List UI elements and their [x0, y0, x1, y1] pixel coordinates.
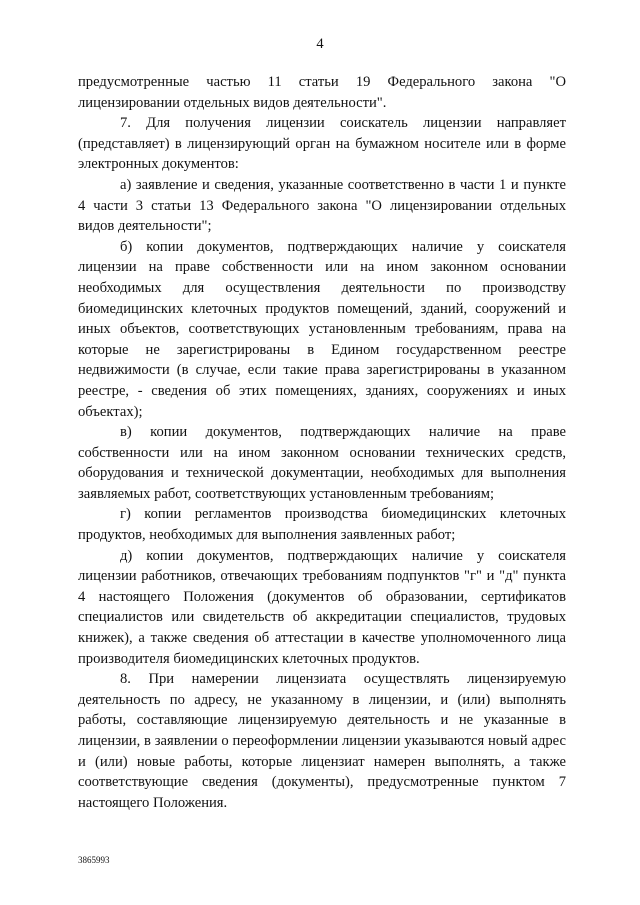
- document-code: 3865993: [78, 855, 110, 865]
- paragraph-continuation: предусмотренные частью 11 статьи 19 Федерального закона "О лицензировании отдельных видов деятельности".: [78, 74, 566, 111]
- page-number: 4: [316, 36, 324, 52]
- paragraph-item-7: 7. Для получения лицензии соискатель лицензии направляет (представляет) в лицензирующий орган на бумажном носителе или в форме электронных документов:: [78, 115, 566, 173]
- paragraph-item-8: 8. При намерении лицензиата осуществлять лицензируемую деятельность по адресу, не указанному в лицензии, и (или) выполнять работы, составляющие лицензируемую деятельность и не указанные в лицензии, в заявлении о переоформлении лицензии указываются новый адрес и (или) новые работы, которые лицензиат намерен выполнять, а также соответствующие сведения (документы), предусмотренные пунктом 7 настоящего Положения.: [78, 671, 566, 811]
- document-body: [78, 72, 566, 813]
- paragraph-subitem-d: д) копии документов, подтверждающих наличие у соискателя лицензии работников, отвечающих требованиям подпунктов "г" и "д" пункта 4 настоящего Положения (документов об образовании, сертификатов специалистов или свидетельств об аккредитации специалистов, трудовых книжек), а также сведения об аттестации в качестве уполномоченного лица производителя биомедицинских клеточных продуктов.: [78, 547, 566, 667]
- paragraph-subitem-a: а) заявление и сведения, указанные соответственно в части 1 и пункте 4 части 3 статьи 13 Федерального закона "О лицензировании отдельных видов деятельности";: [78, 176, 566, 235]
- paragraph-subitem-b: б) копии документов, подтверждающих наличие у соискателя лицензии на праве собственности или на ином законном основании необходимых для осуществления деятельности по производству биомедицинских клеточных продуктов помещений, зданий, сооружений и иных объектов, соответствующих установленным требованиям, права на которые не зарегистрированы в Едином государственном реестре недвижимости (в случае, если такие права зарегистрированы в указанном реестре, - сведения об этих помещениях, зданиях, сооружениях и иных объектах);: [78, 238, 566, 420]
- paragraph-subitem-v: в) копии документов, подтверждающих наличие на праве собственности или на ином законном основании технических средств, оборудования и технической документации, необходимых для выполнения заявляемых работ, соответствующих установленным требованиям;: [78, 424, 566, 502]
- paragraph-subitem-g: г) копии регламентов производства биомедицинских клеточных продуктов, необходимых для выполнения заявленных работ;: [78, 506, 566, 544]
